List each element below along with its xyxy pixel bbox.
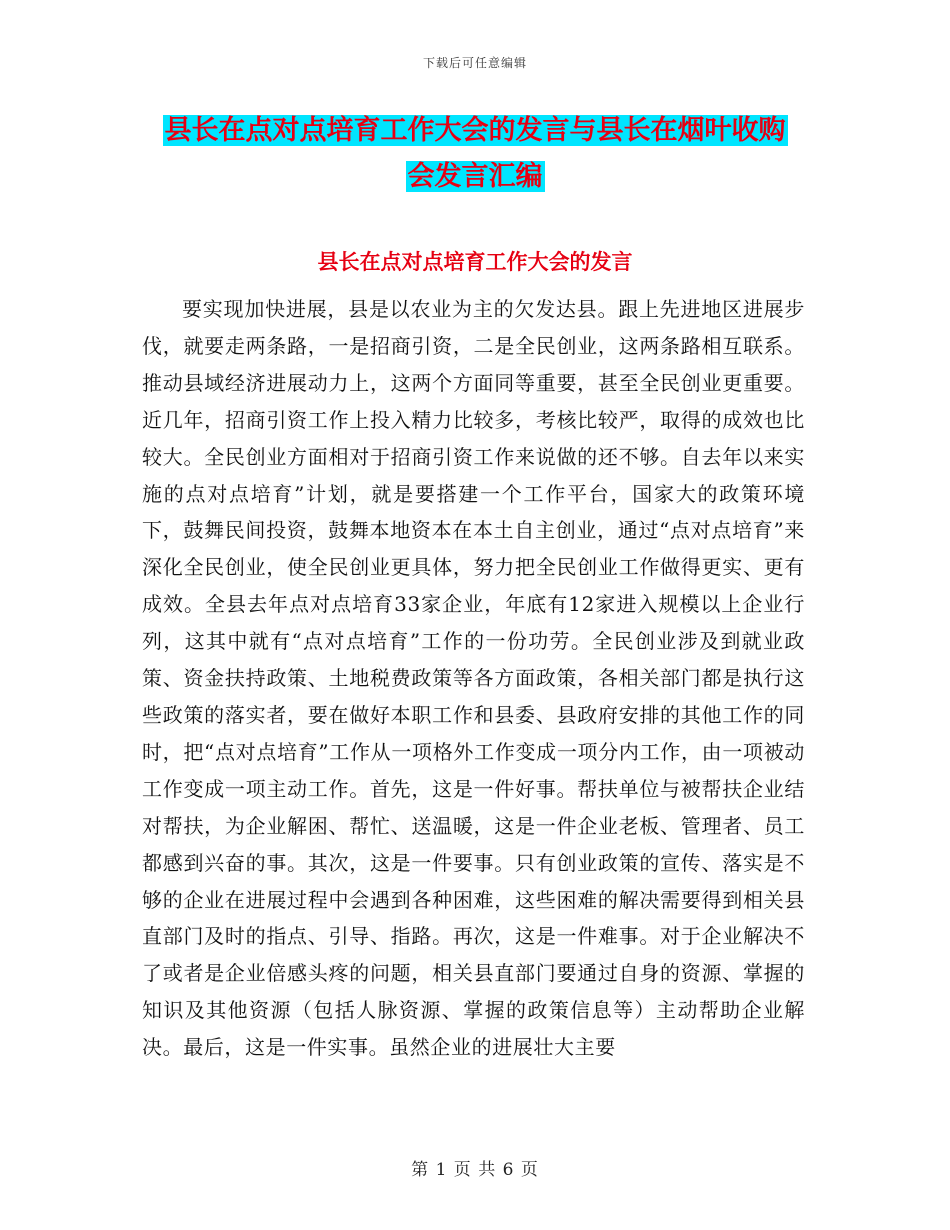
section-title: 县长在点对点培育工作大会的发言 bbox=[317, 250, 633, 274]
document-title-line-1: 县长在点对点培育工作大会的发言与县长在烟叶收购 bbox=[164, 115, 786, 146]
header-note: 下载后可任意编辑 bbox=[422, 56, 527, 70]
page-footer: 第 1 页 共 6 页 bbox=[411, 1160, 539, 1180]
body-paragraph: 要实现加快进展，县是以农业为主的欠发达县。跟上先进地区进展步伐，就要走两条路，一是招商引资，二是全民创业，这两条路相互联系。推动县域经济进展动力上，这两个方面同等重要，甚至全民创业更重要。近几年，招商引资工作上投入精力比较多，考核比较严，取得的成效也比较大。全民创业方面相对于招商引资工作来说做的还不够。自去年以来实施的点对点培育”计划，就是要搭建一个工作平台，国家大的政策环境下，鼓舞民间投资，鼓舞本地资本在本土自主创业，通过“点对点培育”来深化全民创业，使全民创业更具体，努力把全民创业工作做得更实、更有成效。全县去年点对点培育33家企业，年底有12家进入规模以上企业行列，这其中就有“点对点培育”工作的一份功劳。全民创业涉及到就业政策、资金扶持政策、土地税费政策等各方面政策，各相关部门都是执行这些政策的落实者，要在做好本职工作和县委、县政府安排的其他工作的同时，把“点对点培育”工作从一项格外工作变成一项分内工作，由一项被动工作变成一项主动工作。首先，这是一件好事。帮扶单位与被帮扶企业结对帮扶，为企业解困、帮忙、送温暖，这是一件企业老板、管理者、员工都感到兴奋的事。其次，这是一件要事。只有创业政策的宣传、落实是不够的企业在进展过程中会遇到各种困难，这些困难的解决需要得到相关县直部门及时的指点、引导、指路。再次，这是一件难事。对于企业解决不了或者是企业倍感头疼的问题，相关县直部门要通过自身的资源、掌握的知识及其他资源（包括人脉资源、掌握的政策信息等）主动帮助企业解决。最后，这是一件实事。虽然企业的进展壮大主要 bbox=[142, 297, 805, 1060]
document-title bbox=[150, 108, 800, 200]
document-title-line-2: 会发言汇编 bbox=[407, 161, 543, 192]
